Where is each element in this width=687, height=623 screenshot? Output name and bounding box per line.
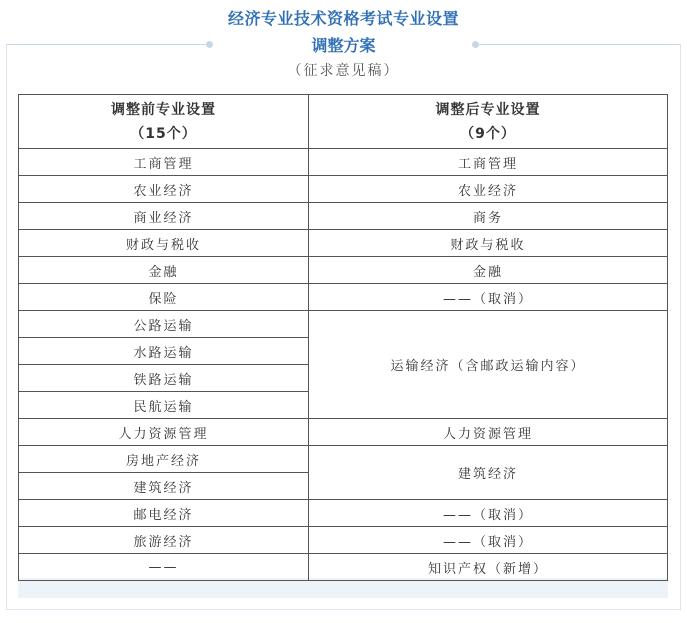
after-cell: 人力资源管理 (309, 419, 668, 446)
table-row (19, 203, 668, 230)
table-row (19, 500, 668, 527)
after-cell: 金融 (309, 257, 668, 284)
after-cell: ——（取消） (309, 500, 668, 527)
header-after-title: 调整后专业设置 (435, 101, 541, 118)
before-cell: 民航运输 (19, 392, 309, 419)
page-title-line2: 调整方案 (311, 36, 376, 55)
before-cell: 商业经济 (19, 203, 309, 230)
header-before-title: 调整前专业设置 (111, 101, 216, 118)
before-cell: 公路运输 (19, 311, 309, 338)
header-before-count: （15个） (130, 125, 197, 142)
after-cell: ——（取消） (309, 527, 668, 554)
table-row (19, 176, 668, 203)
header-after (309, 95, 668, 149)
table-row (19, 527, 668, 554)
before-cell: 人力资源管理 (19, 419, 309, 446)
table-row (19, 554, 668, 581)
after-cell: 商务 (309, 203, 668, 230)
header-before (19, 95, 309, 149)
before-cell: 保险 (19, 284, 309, 311)
after-cell: 农业经济 (309, 176, 668, 203)
before-cell: 邮电经济 (19, 500, 309, 527)
before-cell: 建筑经济 (19, 473, 309, 500)
table-row (19, 446, 668, 473)
before-cell: 水路运输 (19, 338, 309, 365)
title-area (0, 0, 687, 92)
table-row (19, 419, 668, 446)
after-cell-merged-construction: 建筑经济 (309, 446, 668, 500)
before-cell: 房地产经济 (19, 446, 309, 473)
specialty-table (18, 94, 668, 581)
before-cell: 工商管理 (19, 149, 309, 176)
after-cell: 工商管理 (309, 149, 668, 176)
before-cell: 金融 (19, 257, 309, 284)
page-title: 经济专业技术资格考试专业设置 (227, 9, 459, 28)
after-cell: ——（取消） (309, 284, 668, 311)
table-row (19, 311, 668, 338)
table-row (19, 230, 668, 257)
header-after-count: （9个） (460, 125, 516, 142)
table-row (19, 257, 668, 284)
before-cell: 农业经济 (19, 176, 309, 203)
before-cell: 铁路运输 (19, 365, 309, 392)
before-cell: —— (19, 554, 309, 581)
after-cell-merged-transport: 运输经济（含邮政运输内容） (309, 311, 668, 419)
after-cell: 知识产权（新增） (309, 554, 668, 581)
table-row (19, 149, 668, 176)
table-header-row (19, 95, 668, 149)
bottom-shade (18, 578, 668, 598)
before-cell: 财政与税收 (19, 230, 309, 257)
page-subtitle: （征求意见稿） (287, 63, 400, 79)
table-row (19, 284, 668, 311)
before-cell: 旅游经济 (19, 527, 309, 554)
after-cell: 财政与税收 (309, 230, 668, 257)
